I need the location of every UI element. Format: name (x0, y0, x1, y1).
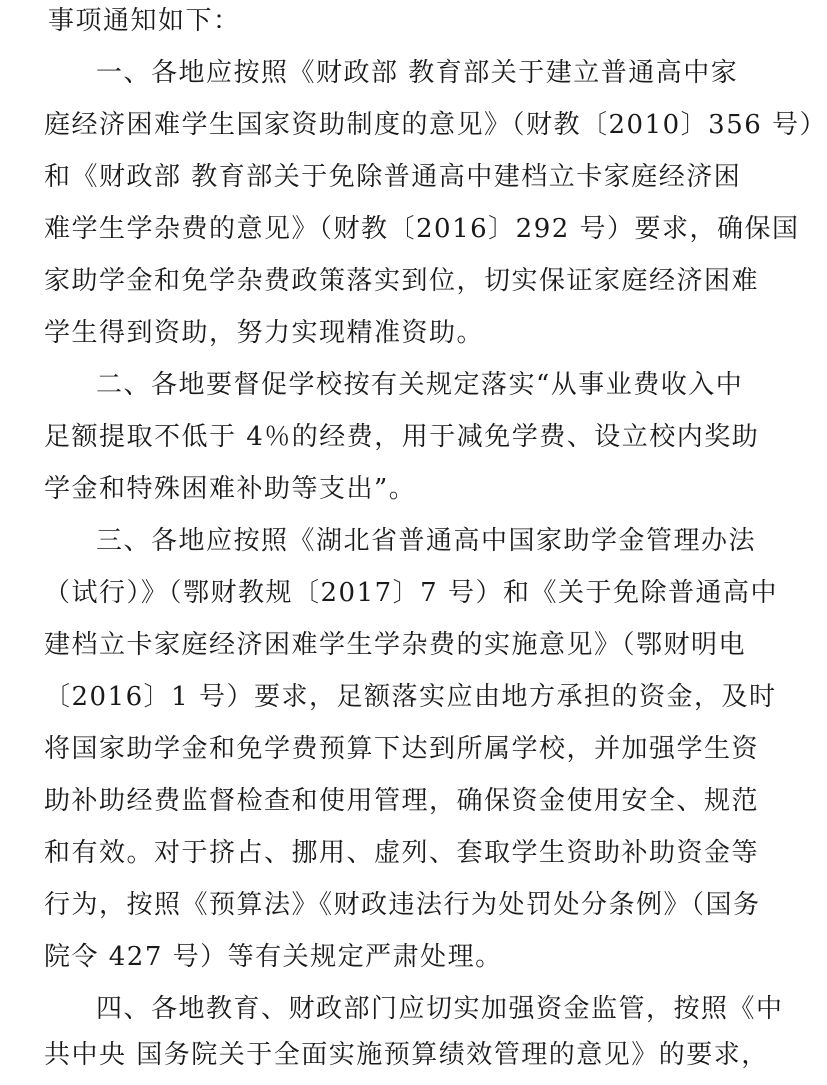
text-line: 院令 427 号）等有关规定严肃处理。 (44, 942, 503, 972)
text-line: 庭经济困难学生国家资助制度的意见》（财教〔2010〕356 号） (44, 110, 827, 140)
text-line-intro: 事项通知如下： (48, 6, 241, 36)
text-line: 〔2016〕1 号）要求，足额落实应由地方承担的资金，及时 (44, 682, 777, 712)
text-line: 和有效。对于挤占、挪用、虚列、套取学生资助补助资金等 (44, 838, 760, 868)
text-line: 家助学金和免学杂费政策落实到位，切实保证家庭经济困难 (44, 266, 760, 296)
text-line-item4-start: 四、各地教育、财政部门应切实加强资金监管，按照《中 (96, 994, 784, 1024)
text-line: 学生得到资助，努力实现精准资助。 (44, 318, 485, 348)
text-line-item3-start: 三、各地应按照《湖北省普通高中国家助学金管理办法 (96, 526, 757, 556)
text-line-item1-start: 一、各地应按照《财政部 教育部关于建立普通高中家 (96, 58, 739, 88)
text-line: 将国家助学金和免学费预算下达到所属学校，并加强学生资 (44, 734, 760, 764)
text-line: 建档立卡家庭经济困难学生学杂费的实施意见》（鄂财明电 (44, 630, 747, 660)
text-line: 助补助经费监督检查和使用管理，确保资金使用安全、规范 (44, 786, 760, 816)
text-line: 行为，按照《预算法》《财政违法行为处罚处分条例》（国务 (44, 890, 761, 920)
text-line: 难学生学杂费的意见》（财教〔2016〕292 号）要求，确保国 (44, 214, 800, 244)
text-line: 共中央 国务院关于全面实施预算绩效管理的意见》的要求， (44, 1040, 769, 1070)
text-line: 和《财政部 教育部关于免除普通高中建档立卡家庭经济困 (44, 162, 742, 192)
text-line: （试行）》（鄂财教规〔2017〕7 号）和《关于免除普通高中 (44, 578, 778, 608)
text-line: 足额提取不低于 4％的经费，用于减免学费、设立校内奖助 (44, 422, 760, 452)
text-line-item2-start: 二、各地要督促学校按有关规定落实“从事业费收入中 (96, 370, 744, 400)
text-line: 学金和特殊困难补助等支出”。 (44, 474, 417, 504)
